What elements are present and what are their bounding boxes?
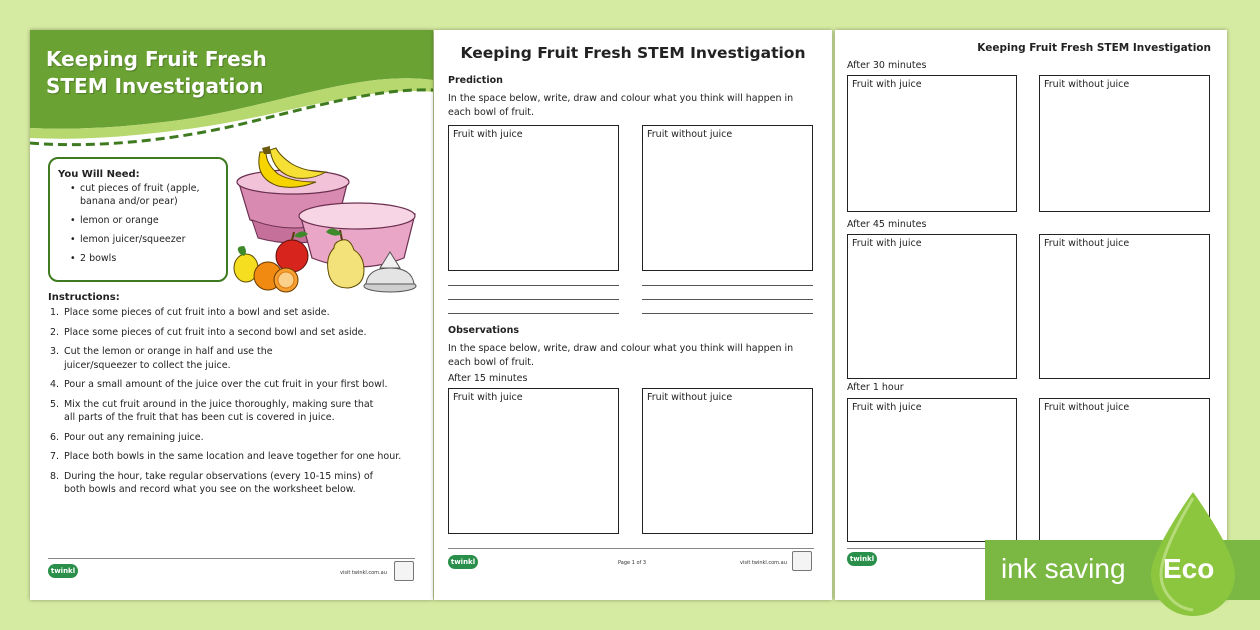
footer-divider	[48, 558, 415, 559]
cover-title-line2: STEM Investigation	[46, 74, 264, 98]
quality-badge-icon	[394, 561, 414, 581]
writing-line[interactable]	[642, 313, 813, 314]
list-item: • lemon juicer/squeezer	[58, 233, 218, 246]
page-number: Page 1 of 3	[618, 560, 647, 566]
list-item: 6. Pour out any remaining juice.	[50, 431, 204, 443]
time-label: After 30 minutes	[847, 60, 927, 71]
cover-title-line1: Keeping Fruit Fresh	[46, 47, 267, 71]
writing-line[interactable]	[448, 285, 619, 286]
box-label: Fruit with juice	[852, 79, 922, 90]
fruit-bowls-illustration	[230, 142, 420, 294]
time-label: After 15 minutes	[448, 373, 528, 384]
box-label: Fruit with juice	[453, 129, 523, 140]
observation-box-without-juice[interactable]	[1039, 75, 1210, 212]
twinkl-logo: twinkl	[847, 552, 877, 566]
twinkl-logo: twinkl	[448, 555, 478, 569]
worksheet-page-1	[434, 30, 832, 600]
list-item: • 2 bowls	[58, 252, 218, 265]
observation-box-without-juice[interactable]	[642, 388, 813, 534]
list-item: 4. Pour a small amount of the juice over the cut fruit in your first bowl.	[50, 379, 388, 390]
page-title: Keeping Fruit Fresh STEM Investigation	[460, 44, 806, 62]
page-title: Keeping Fruit Fresh STEM Investigation	[977, 42, 1211, 54]
observation-box-with-juice[interactable]	[847, 75, 1017, 212]
you-will-need-box	[48, 157, 228, 282]
prediction-text: In the space below, write, draw and colour what you think will happen in each bowl of fruit.	[448, 93, 794, 118]
eco-label: Eco	[1163, 553, 1215, 584]
prediction-box-without-juice[interactable]	[642, 125, 813, 271]
you-will-need-title: You Will Need:	[58, 169, 140, 180]
box-label: Fruit with juice	[453, 392, 523, 403]
writing-line[interactable]	[448, 313, 619, 314]
box-label: Fruit without juice	[1044, 402, 1130, 413]
box-label: Fruit with juice	[852, 402, 922, 413]
instructions-list	[48, 306, 428, 503]
box-label: Fruit without juice	[1044, 238, 1130, 249]
cover-page	[30, 30, 433, 600]
cover-title	[46, 46, 267, 100]
box-label: Fruit without juice	[647, 129, 733, 140]
list-item: • lemon or orange	[58, 214, 218, 227]
ink-saving-label: ink saving	[1001, 553, 1126, 584]
list-item: 2. Place some pieces of cut fruit into a second bowl and set aside.	[50, 326, 367, 338]
instructions-title: Instructions:	[48, 292, 120, 303]
prediction-box-with-juice[interactable]	[448, 125, 619, 271]
observation-box-without-juice[interactable]	[1039, 234, 1210, 379]
writing-line[interactable]	[642, 285, 813, 286]
twinkl-logo: twinkl	[48, 564, 78, 578]
observation-box-with-juice[interactable]	[847, 398, 1017, 542]
observations-text: In the space below, write, draw and colour what you think will happen in each bowl of fruit.	[448, 343, 794, 368]
list-item: 8. During the hour, take regular observations (every 10-15 mins) of both bowls and record what you see on the worksheet below.	[50, 470, 374, 495]
list-item: • cut pieces of fruit (apple, banana and/or pear)	[58, 182, 218, 208]
writing-line[interactable]	[642, 299, 813, 300]
time-label: After 45 minutes	[847, 219, 927, 230]
prediction-heading: Prediction	[448, 75, 503, 86]
observation-box-with-juice[interactable]	[847, 234, 1017, 379]
time-label: After 1 hour	[847, 382, 904, 393]
list-item: 7. Place both bowls in the same location and leave together for one hour.	[50, 451, 402, 462]
writing-line[interactable]	[448, 299, 619, 300]
footer-url: visit twinkl.com.au	[740, 560, 787, 566]
box-label: Fruit without juice	[647, 392, 733, 403]
list-item: 3. Cut the lemon or orange in half and use the juicer/squeezer to collect the juice.	[50, 346, 273, 371]
list-item: 5. Mix the cut fruit around in the juice thoroughly, making sure that all parts of the fruit that has been cut is covered in juice.	[50, 398, 374, 423]
observation-box-with-juice[interactable]	[448, 388, 619, 534]
observations-heading: Observations	[448, 325, 520, 336]
quality-badge-icon	[792, 551, 812, 571]
box-label: Fruit with juice	[852, 238, 922, 249]
footer-divider	[448, 548, 814, 549]
box-label: Fruit without juice	[1044, 79, 1130, 90]
list-item: 1. Place some pieces of cut fruit into a bowl and set aside.	[50, 307, 330, 318]
you-will-need-list	[58, 182, 218, 265]
footer-url: visit twinkl.com.au	[340, 570, 387, 576]
